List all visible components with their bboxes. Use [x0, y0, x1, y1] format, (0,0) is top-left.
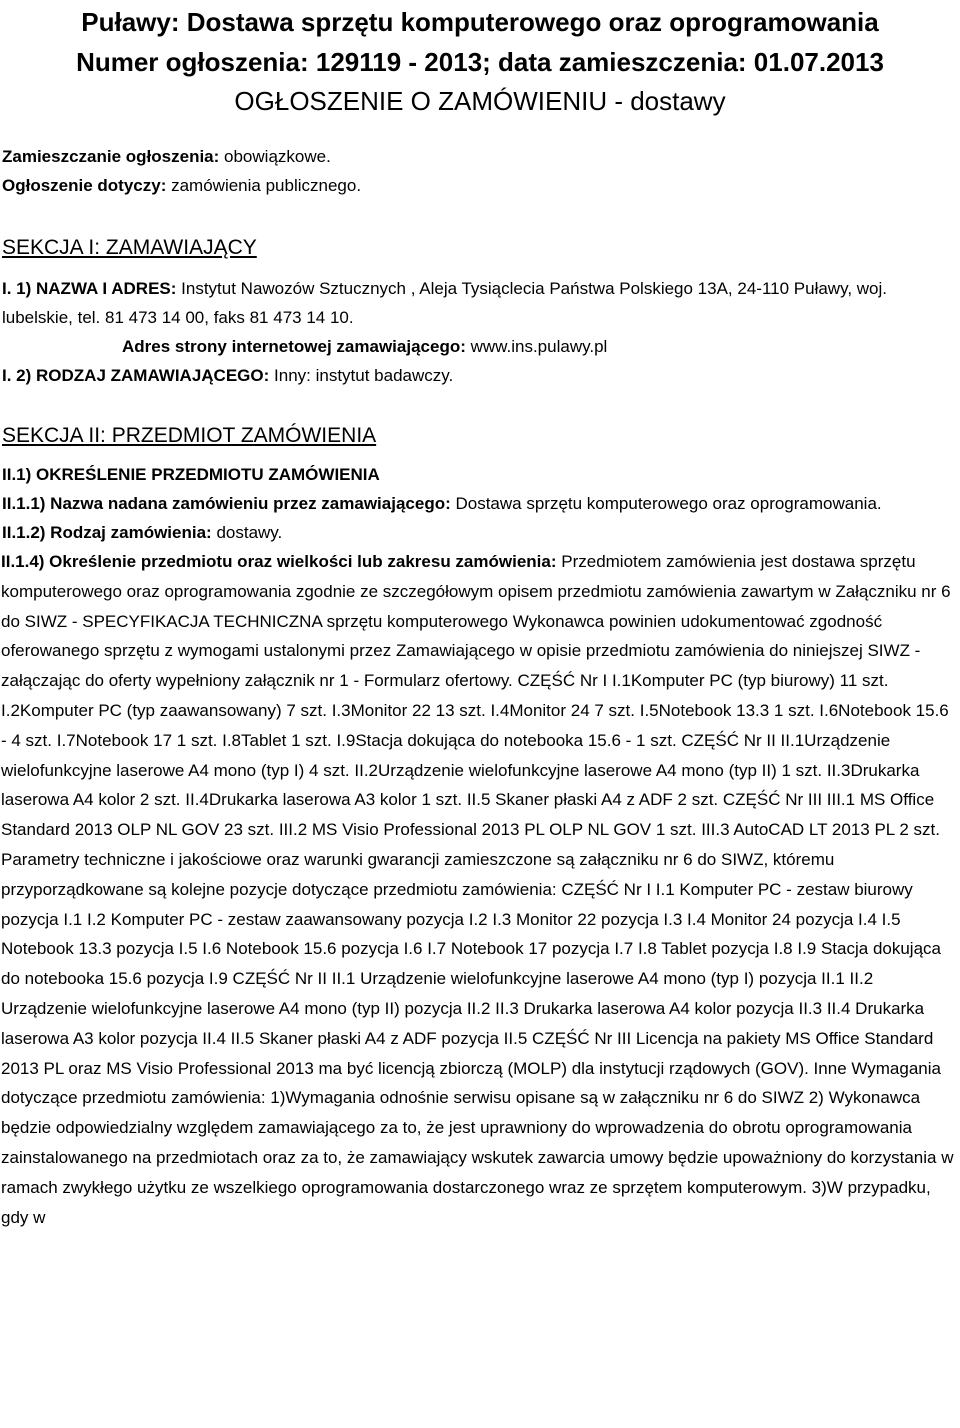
section-2-title: SEKCJA II: PRZEDMIOT ZAMÓWIENIA	[2, 424, 377, 447]
contract-name-value: Dostawa sprzętu komputerowego oraz oprogramowania.	[450, 494, 882, 513]
contract-name-label: II.1.1) Nazwa nadana zamówieniu przez zamawiającego:	[2, 494, 451, 513]
authority-type-value: Inny: instytut badawczy.	[269, 366, 454, 385]
contract-kind-value: dostawy.	[211, 523, 283, 542]
contract-kind-label: II.1.2) Rodzaj zamówienia:	[2, 523, 212, 542]
announcement-type: OGŁOSZENIE O ZAMÓWIENIU - dostawy	[234, 86, 726, 116]
contracting-authority-type	[2, 361, 960, 390]
publication-mandatory-label: Zamieszczanie ogłoszenia:	[2, 147, 220, 166]
contract-scope-paragraph	[1, 547, 958, 1232]
contracting-authority-name-address	[2, 274, 960, 332]
document-header	[0, 0, 960, 120]
website-line	[2, 332, 960, 361]
announcement-concerns-line	[2, 171, 960, 200]
announcement-number: Numer ogłoszenia: 129119 - 2013; data zamieszczenia: 01.07.2013	[76, 47, 884, 77]
name-address-value: Instytut Nawozów Sztucznych , Aleja Tysiąclecia Państwa Polskiego 13A, 24-110 Puławy, woj. lubelskie, tel. 81 473 14 00, faks 81 473 14 10.	[2, 279, 887, 327]
section-1-title: SEKCJA I: ZAMAWIAJĄCY	[2, 236, 257, 259]
publication-mandatory-line	[2, 142, 960, 171]
contract-scope-value: Przedmiotem zamówienia jest dostawa sprzętu komputerowego oraz oprogramowania zgodnie ze szczegółowym opisem przedmiotu zamówienia zawartym w Załączniku nr 6 do SIWZ - SPECYFIKACJA TECHNICZNA sprzętu komputerowego Wykonawca powinien udokumentować zgodność oferowanego sprzętu z wymogami ustalonymi przez Zamawiającego w opisie przedmiotu zamówienia do niniejszej SIWZ - załączając do oferty wypełniony załącznik nr 1 - Formularz ofertowy. CZĘŚĆ Nr I I.1Komputer PC (typ biurowy) 11 szt. I.2Komputer PC (typ zaawansowany) 7 szt. I.3Monitor 22 13 szt. I.4Monitor 24 7 szt. I.5Notebook 13.3 1 szt. I.6Notebook 15.6 - 4 szt. I.7Notebook 17 1 szt. I.8Tablet 1 szt. I.9Stacja dokująca do notebooka 15.6 - 1 szt. CZĘŚĆ Nr II II.1Urządzenie wielofunkcyjne laserowe A4 mono (typ I) 4 szt. II.2Urządzenie wielofunkcyjne laserowe A4 mono (typ II) 1 szt. II.3Drukarka laserowa A4 kolor 2 szt. II.4Drukarka laserowa A3 kolor 1 szt. II.5 Skaner płaski A4 z ADF 2 szt. CZĘŚĆ Nr III III.1 MS Office Standard 2013 OLP NL GOV 23 szt. III.2 MS Visio Professional 2013 PL OLP NL GOV 1 szt. III.3 AutoCAD LT 2013 PL 2 szt. Parametry techniczne i jakościowe oraz warunki gwarancji zamieszczone są załączniku nr 6 do SIWZ, któremu przyporządkowane są kolejne pozycje dotyczące przedmiotu zamówienia: CZĘŚĆ Nr I I.1 Komputer PC - zestaw biurowy pozycja I.1 I.2 Komputer PC - zestaw zaawansowany pozycja I.2 I.3 Monitor 22 pozycja I.3 I.4 Monitor 24 pozycja I.4 I.5 Notebook 13.3 pozycja I.5 I.6 Notebook 15.6 pozycja I.6 I.7 Notebook 17 pozycja I.7 I.8 Tablet pozycja I.8 I.9 Stacja dokująca do notebooka 15.6 pozycja I.9 CZĘŚĆ Nr II II.1 Urządzenie wielofunkcyjne laserowe A4 mono (typ I) pozycja II.1 II.2 Urządzenie wielofunkcyjne laserowe A4 mono (typ II) pozycja II.2 II.3 Drukarka laserowa A4 kolor pozycja II.3 II.4 Drukarka laserowa A3 kolor pozycja II.4 II.5 Skaner płaski A4 z ADF pozycja II.5 CZĘŚĆ Nr III Licencja na pakiety MS Office Standard 2013 PL oraz MS Visio Professional 2013 ma być licencją zbiorczą (MOLP) dla instytucji rządowych (GOV). Inne Wymagania dotyczące przedmiotu zamówienia: 1)Wymagania odnośnie serwisu opisane są w załączniku nr 6 do SIWZ 2) Wykonawca będzie odpowiedzialny względem zamawiającego za to, że jest uprawniony do wprowadzenia do obrotu oprogramowania zainstalowanego na przedmiotach oraz za to, że zamawiający wskutek zawarcia umowy będzie upoważniony do korzystania w ramach zwykłego użytku ze wszelkiego oprogramowania dostarczonego wraz ze sprzętem komputerowym. 3)W przypadku, gdy w	[1, 552, 954, 1227]
contract-kind-line	[2, 518, 960, 547]
subject-heading: II.1) OKREŚLENIE PRZEDMIOTU ZAMÓWIENIA	[2, 465, 380, 484]
publication-mandatory-value: obowiązkowe.	[219, 147, 331, 166]
name-address-label: I. 1) NAZWA I ADRES:	[2, 279, 177, 298]
contract-scope-label: II.1.4) Określenie przedmiotu oraz wielkości lub zakresu zamówienia:	[1, 552, 557, 571]
website-url: www.ins.pulawy.pl	[465, 337, 608, 356]
contract-name-line	[2, 489, 960, 518]
document-title: Puławy: Dostawa sprzętu komputerowego oraz oprogramowania	[81, 7, 879, 37]
announcement-concerns-label: Ogłoszenie dotyczy:	[2, 176, 167, 195]
website-label: Adres strony internetowej zamawiającego:	[122, 337, 466, 356]
intro-block	[2, 142, 960, 200]
authority-type-label: I. 2) RODZAJ ZAMAWIAJĄCEGO:	[2, 366, 270, 385]
announcement-concerns-value: zamówienia publicznego.	[166, 176, 362, 195]
